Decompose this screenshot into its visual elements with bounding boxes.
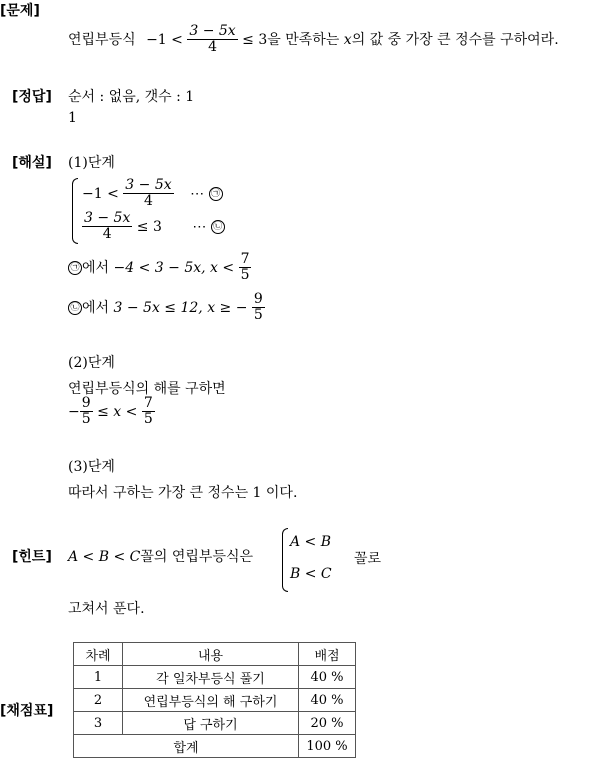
- table-cell: 1: [74, 666, 123, 689]
- problem-label: [문제]: [0, 3, 40, 19]
- step2-fraction2: [142, 396, 155, 428]
- problem-fraction: [187, 24, 237, 56]
- line-a-math: −4 < 3 − 5x, x <: [113, 259, 235, 276]
- problem-suffix: 을 만족하는: [267, 31, 340, 48]
- step2-num2: 7: [143, 395, 153, 411]
- line-b-fraction: [252, 292, 265, 324]
- step2-solution: [68, 396, 155, 428]
- table-total-row: [74, 735, 356, 758]
- hint-text-b: 꼴의 연립부등식은: [140, 549, 254, 565]
- table-cell: 각 일차부등식 풀기: [123, 666, 299, 689]
- line-b-num: 9: [253, 291, 263, 307]
- table-cell: 답 구하기: [123, 712, 299, 735]
- line-b-text: 에서: [82, 299, 110, 316]
- table-header-row: [74, 643, 356, 666]
- table-row: [74, 689, 356, 712]
- answer-line2: 1: [68, 110, 77, 126]
- hint-text-c: 꼴로: [354, 551, 382, 567]
- scoring-table: [73, 642, 356, 758]
- step2-den1: 5: [81, 411, 91, 428]
- answer-label: [정답]: [12, 89, 52, 105]
- system-brace: [72, 178, 78, 244]
- table-header: 차례: [74, 643, 123, 666]
- table-total-label: 합계: [74, 735, 299, 758]
- step2-mid: ≤ x <: [97, 403, 138, 420]
- system-row1: [82, 178, 223, 210]
- sys-row2-num: 3 − 5x: [84, 210, 131, 226]
- sys-row1-num: 3 − 5x: [125, 177, 172, 193]
- table-total-value: 100 %: [299, 735, 356, 758]
- explanation-line-b: [68, 292, 265, 324]
- line-b-den: 5: [253, 307, 263, 324]
- table-header: 내용: [123, 643, 299, 666]
- table-cell: 3: [74, 712, 123, 735]
- problem-statement: [68, 24, 559, 56]
- step2-num1: 9: [81, 395, 91, 411]
- problem-right: ≤ 3: [242, 31, 268, 48]
- sys-row1-left: −1 <: [82, 185, 119, 202]
- step2-title: (2)단계: [68, 355, 115, 371]
- problem-prefix: 연립부등식: [68, 31, 136, 48]
- hint-sys2: B < C: [290, 566, 332, 582]
- sys-row2-right: ≤ 3: [136, 218, 162, 235]
- circle-2-icon: ㉡: [211, 220, 225, 234]
- table-row: [74, 712, 356, 735]
- scoring-label: [채점표]: [0, 703, 54, 719]
- hint-line1: [68, 546, 253, 566]
- sys-row2-fraction: [82, 211, 132, 243]
- hint-text-a: A < B < C: [68, 549, 141, 565]
- table-cell: 연립부등식의 해 구하기: [123, 689, 299, 712]
- circle-1-icon: ㉠: [68, 261, 82, 275]
- explanation-line-a: [68, 252, 251, 284]
- sys-row1-mark: ⋯: [190, 185, 205, 202]
- step2-minus: −: [68, 403, 80, 420]
- problem-var: x: [343, 31, 352, 48]
- sys-row1-den: 4: [143, 193, 153, 210]
- hint-text-d: 고쳐서 푼다.: [68, 601, 145, 617]
- hint-sys1: A < B: [290, 534, 332, 550]
- problem-left: −1 <: [146, 31, 183, 48]
- line-a-text: 에서: [82, 259, 110, 276]
- step3-title: (3)단계: [68, 459, 115, 475]
- circle-2-icon: ㉡: [68, 301, 82, 315]
- line-a-num: 7: [240, 251, 250, 267]
- hint-brace: [282, 528, 288, 592]
- line-a-den: 5: [240, 267, 250, 284]
- system-row2: [82, 211, 225, 243]
- line-a-fraction: [239, 252, 252, 284]
- step3-text: 따라서 구하는 가장 큰 정수는 1 이다.: [68, 485, 298, 501]
- step2-text: 연립부등식의 해를 구하면: [68, 381, 226, 397]
- sys-row2-den: 4: [102, 226, 112, 243]
- table-cell: 2: [74, 689, 123, 712]
- line-b-math: 3 − 5x ≤ 12, x ≥ −: [113, 299, 248, 316]
- sys-row2-mark: ⋯: [192, 218, 207, 235]
- step2-fraction1: [80, 396, 93, 428]
- table-header: 배점: [299, 643, 356, 666]
- step1-title: (1)단계: [68, 155, 115, 171]
- answer-line1: 순서 : 없음, 갯수 : 1: [68, 89, 195, 105]
- table-cell: 20 %: [299, 712, 356, 735]
- problem-frac-num: 3 − 5x: [189, 23, 236, 39]
- hint-label: [힌트]: [12, 549, 52, 565]
- sys-row1-fraction: [123, 178, 173, 210]
- table-cell: 40 %: [299, 666, 356, 689]
- table-row: [74, 666, 356, 689]
- circle-1-icon: ㉠: [209, 187, 223, 201]
- table-cell: 40 %: [299, 689, 356, 712]
- step2-den2: 5: [143, 411, 153, 428]
- problem-suffix2: 의 값 중 가장 큰 정수를 구하여라.: [351, 31, 559, 48]
- problem-frac-den: 4: [208, 39, 217, 56]
- explanation-label: [해설]: [12, 155, 52, 171]
